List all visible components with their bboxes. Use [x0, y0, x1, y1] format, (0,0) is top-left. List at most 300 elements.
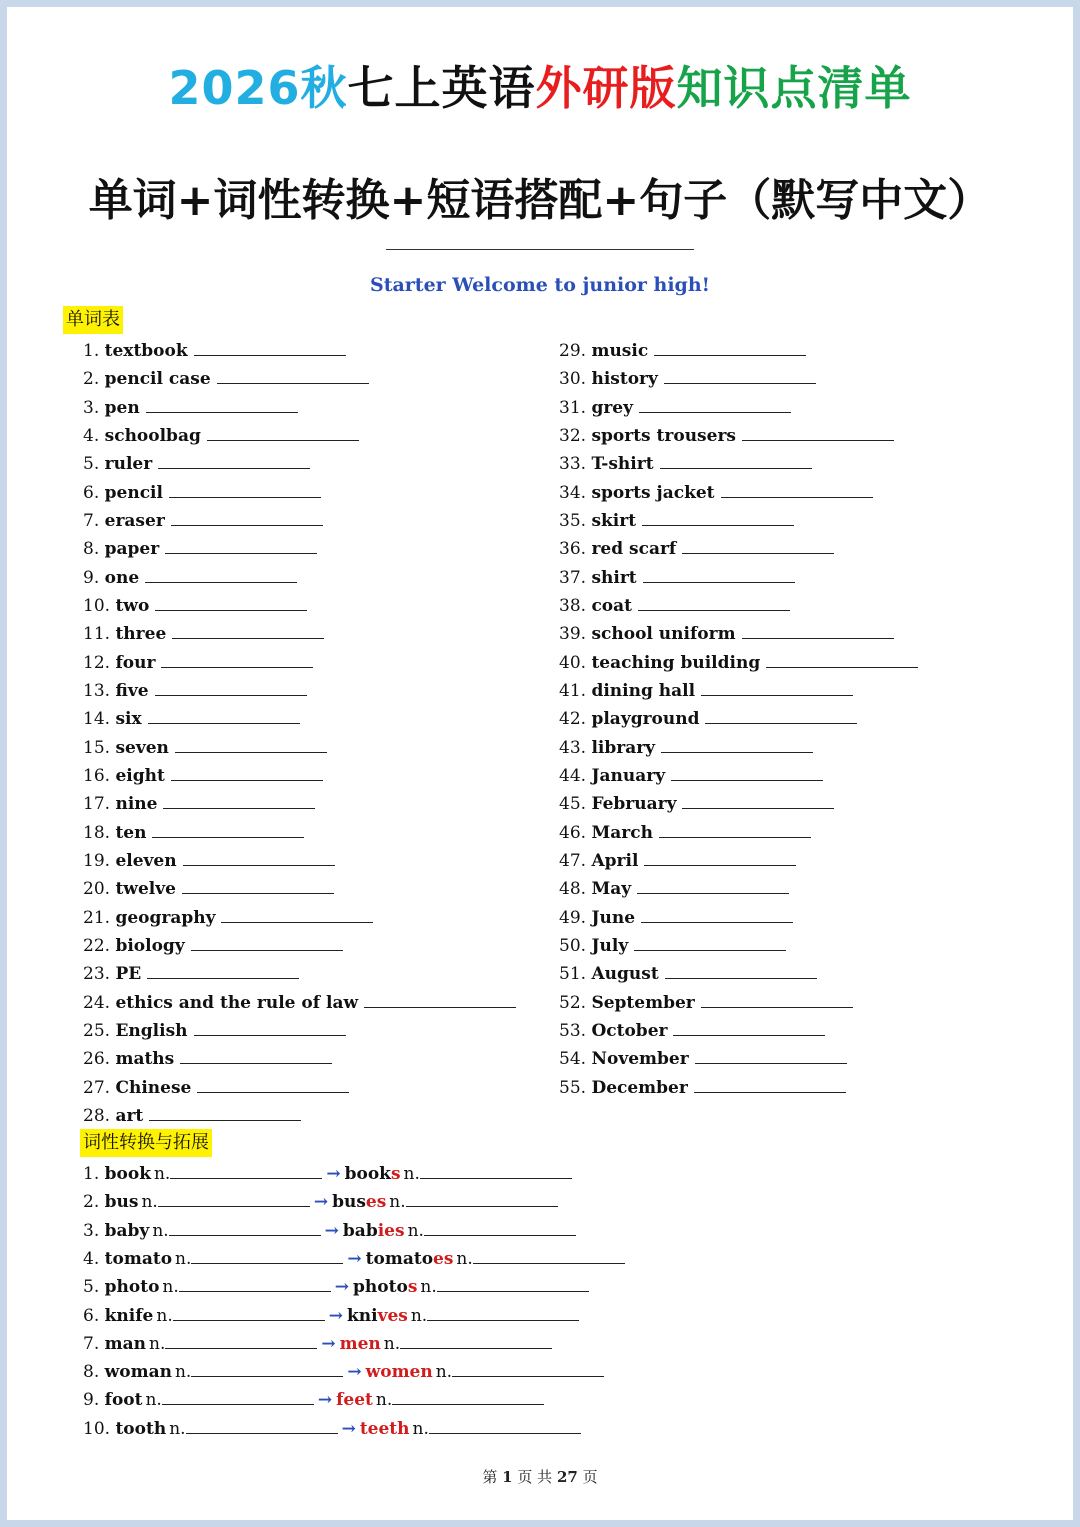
word-number: 26.	[83, 1049, 111, 1070]
word-text: man	[104, 1333, 147, 1354]
word-row	[559, 453, 812, 475]
word-row	[559, 878, 789, 900]
word-row	[83, 595, 307, 617]
word-row	[83, 368, 369, 390]
part-of-speech: n.	[389, 1192, 406, 1213]
word-row	[83, 737, 327, 759]
plural-word	[360, 1419, 410, 1439]
part-of-speech: n.	[175, 1248, 192, 1269]
word-row	[559, 850, 796, 872]
word-row	[559, 907, 793, 929]
word-number: 4.	[83, 425, 100, 446]
word-number: 28.	[83, 1105, 111, 1126]
part-of-speech: n.	[403, 1164, 420, 1184]
word-row	[83, 538, 317, 560]
answer-blank	[639, 398, 791, 413]
word-text: pen	[104, 397, 140, 418]
word-row	[83, 708, 300, 730]
document-subtitle: 单词+词性转换+短语搭配+句子（默写中文）	[88, 175, 992, 226]
part-of-speech: n.	[169, 1418, 186, 1439]
answer-blank	[766, 653, 918, 668]
word-number: 8.	[83, 539, 100, 560]
answer-blank	[643, 568, 795, 583]
conversion-row	[83, 1191, 558, 1213]
word-text: October	[591, 1020, 668, 1041]
word-number: 22.	[83, 935, 111, 956]
word-row	[559, 652, 918, 674]
word-number: 18.	[83, 822, 111, 843]
word-text: Chinese	[115, 1077, 192, 1098]
arrow-icon: →	[324, 1220, 339, 1241]
answer-blank	[671, 766, 823, 781]
document-title	[0, 52, 1080, 118]
answer-blank	[170, 1164, 322, 1179]
word-text: seven	[115, 737, 169, 758]
word-number: 1.	[83, 1164, 100, 1184]
word-number: 5.	[83, 1277, 100, 1298]
answer-blank	[392, 1390, 544, 1405]
word-text: dining hall	[591, 680, 696, 701]
word-row	[83, 453, 310, 475]
footer-suffix: 页	[582, 1468, 598, 1486]
word-text: PE	[115, 964, 142, 985]
plural-word	[343, 1221, 405, 1241]
answer-blank	[664, 369, 816, 384]
arrow-icon: →	[313, 1192, 329, 1213]
word-number: 52.	[559, 992, 587, 1013]
answer-blank	[169, 1221, 321, 1236]
word-row	[559, 793, 834, 815]
word-number: 50.	[559, 935, 587, 956]
answer-blank	[695, 1049, 847, 1064]
word-number: 17.	[83, 794, 111, 815]
word-row	[559, 992, 853, 1014]
answer-blank	[742, 426, 894, 441]
part-of-speech: n.	[420, 1277, 437, 1298]
plural-ending-highlight: ies	[377, 1220, 405, 1241]
plural-ending-highlight: feet	[336, 1390, 373, 1411]
word-text: sports trousers	[591, 425, 736, 446]
answer-blank	[661, 738, 813, 753]
word-text: November	[591, 1049, 689, 1070]
word-text: book	[104, 1164, 151, 1184]
answer-blank	[152, 823, 304, 838]
part-of-speech: n.	[456, 1248, 473, 1269]
answer-blank	[452, 1362, 604, 1377]
word-number: 21.	[83, 907, 111, 928]
answer-blank	[182, 879, 334, 894]
answer-blank	[701, 993, 853, 1008]
answer-blank	[694, 1078, 846, 1093]
answer-blank	[682, 794, 834, 809]
word-row	[559, 397, 791, 419]
arrow-icon: →	[341, 1418, 356, 1439]
word-text: June	[591, 907, 636, 928]
answer-blank	[207, 426, 359, 441]
word-text: ethics and the rule of law	[115, 992, 359, 1013]
part-of-speech: n.	[149, 1333, 166, 1354]
answer-blank	[429, 1419, 581, 1434]
word-number: 33.	[559, 454, 587, 475]
word-text: baby	[104, 1220, 150, 1241]
answer-blank	[644, 851, 796, 866]
answer-blank	[473, 1249, 625, 1264]
plural-stem: bab	[342, 1220, 378, 1241]
word-row	[83, 1020, 346, 1042]
word-number: 49.	[559, 907, 587, 928]
word-row	[559, 538, 834, 560]
conversion-row	[83, 1333, 552, 1355]
word-text: foot	[104, 1390, 143, 1411]
word-number: 5.	[83, 454, 100, 475]
word-row	[559, 567, 795, 589]
word-text: school uniform	[591, 624, 736, 645]
word-number: 7.	[83, 1333, 100, 1354]
part-of-speech: n.	[141, 1192, 158, 1213]
word-text: paper	[104, 539, 160, 560]
word-text: T-shirt	[591, 454, 654, 475]
word-row	[83, 652, 313, 674]
word-row	[83, 425, 359, 447]
word-number: 2.	[83, 1192, 100, 1213]
arrow-icon: →	[326, 1164, 341, 1184]
answer-blank	[179, 1277, 331, 1292]
word-row	[83, 935, 343, 957]
answer-blank	[427, 1306, 579, 1321]
word-number: 4.	[83, 1248, 100, 1269]
answer-blank	[165, 1334, 317, 1349]
word-text: April	[591, 850, 639, 871]
word-text: January	[591, 765, 666, 786]
word-number: 16.	[83, 765, 111, 786]
answer-blank	[147, 964, 299, 979]
answer-blank	[641, 908, 793, 923]
word-row	[559, 1077, 846, 1099]
word-number: 43.	[559, 737, 587, 758]
plural-stem: kni	[346, 1305, 378, 1326]
answer-blank	[701, 681, 853, 696]
plural-stem: tomato	[365, 1248, 434, 1269]
word-number: 24.	[83, 992, 111, 1013]
word-number: 6.	[83, 1305, 100, 1326]
word-row	[559, 1020, 825, 1042]
answer-blank	[742, 624, 894, 639]
word-text: eraser	[104, 510, 165, 531]
word-text: skirt	[591, 510, 637, 531]
part-of-speech: n.	[153, 1164, 171, 1184]
word-text: library	[591, 737, 656, 758]
word-number: 55.	[559, 1077, 587, 1098]
answer-blank	[191, 1362, 343, 1377]
word-text: teaching building	[591, 652, 761, 673]
plural-ending-highlight: women	[365, 1362, 433, 1383]
title-checklist: 知识点清单	[676, 61, 912, 115]
answer-blank	[642, 511, 794, 526]
word-number: 25.	[83, 1020, 111, 1041]
word-number: 51.	[559, 964, 587, 985]
answer-blank	[197, 1078, 349, 1093]
answer-blank	[660, 454, 812, 469]
word-row	[83, 680, 307, 702]
word-text: twelve	[115, 879, 176, 900]
answer-blank	[171, 766, 323, 781]
word-text: schoolbag	[104, 425, 201, 446]
title-edition: 外研版	[535, 61, 677, 115]
word-text: history	[591, 369, 658, 390]
answer-blank	[149, 1106, 301, 1121]
conversion-row	[83, 1389, 544, 1411]
word-row	[559, 425, 894, 447]
word-row	[83, 482, 321, 504]
word-text: knife	[104, 1305, 154, 1326]
answer-blank	[217, 369, 369, 384]
word-number: 47.	[559, 850, 587, 871]
word-number: 42.	[559, 709, 587, 730]
part-of-speech: n.	[412, 1418, 429, 1439]
word-number: 10.	[83, 595, 111, 616]
footer-middle: 页 共	[517, 1468, 553, 1486]
word-number: 2.	[83, 369, 100, 390]
word-number: 19.	[83, 850, 111, 871]
plural-word	[345, 1164, 401, 1184]
word-text: eight	[115, 765, 165, 786]
answer-blank	[158, 1192, 310, 1207]
word-row	[559, 708, 857, 730]
footer-page-number: 1	[502, 1468, 513, 1486]
plural-word	[340, 1334, 381, 1354]
word-row	[83, 793, 315, 815]
word-number: 36.	[559, 539, 587, 560]
answer-blank	[194, 341, 346, 356]
answer-blank	[364, 993, 516, 1008]
plural-word	[336, 1390, 373, 1410]
word-number: 9.	[83, 567, 100, 588]
word-row	[559, 822, 811, 844]
section-label-words: 单词表	[63, 306, 123, 334]
word-number: 14.	[83, 709, 111, 730]
plural-ending-highlight: s	[407, 1277, 418, 1298]
title-divider	[386, 249, 694, 250]
word-text: English	[115, 1020, 188, 1041]
part-of-speech: n.	[156, 1305, 173, 1326]
answer-blank	[191, 1249, 343, 1264]
word-text: two	[115, 595, 150, 616]
word-number: 3.	[83, 397, 100, 418]
answer-blank	[183, 851, 335, 866]
answer-blank	[400, 1334, 552, 1349]
word-text: five	[115, 680, 149, 701]
word-text: pencil	[104, 482, 163, 503]
answer-blank	[221, 908, 373, 923]
word-text: geography	[115, 907, 216, 928]
word-text: ten	[115, 822, 147, 843]
word-number: 1.	[83, 341, 100, 361]
word-number: 41.	[559, 680, 587, 701]
answer-blank	[424, 1221, 576, 1236]
plural-ending-highlight: es	[365, 1192, 387, 1213]
word-row	[83, 340, 346, 362]
answer-blank	[169, 483, 321, 498]
page-footer	[0, 1466, 1080, 1487]
word-number: 54.	[559, 1049, 587, 1070]
conversion-row	[83, 1418, 581, 1440]
word-text: photo	[104, 1277, 160, 1298]
word-number: 30.	[559, 369, 587, 390]
word-row	[83, 623, 324, 645]
word-text: sports jacket	[591, 482, 715, 503]
word-text: pencil case	[104, 369, 211, 390]
answer-blank	[634, 936, 786, 951]
word-row	[559, 765, 823, 787]
answer-blank	[173, 1306, 325, 1321]
part-of-speech: n.	[383, 1333, 401, 1354]
word-text: tooth	[115, 1418, 167, 1439]
word-text: tomato	[104, 1248, 173, 1269]
word-number: 11.	[83, 624, 111, 645]
answer-blank	[165, 539, 317, 554]
word-text: textbook	[104, 341, 188, 361]
word-number: 40.	[559, 652, 587, 673]
word-text: February	[591, 794, 677, 815]
word-number: 46.	[559, 822, 587, 843]
word-text: March	[591, 822, 653, 843]
word-text: biology	[115, 935, 185, 956]
word-text: May	[591, 879, 632, 900]
word-number: 44.	[559, 765, 587, 786]
word-number: 53.	[559, 1020, 587, 1041]
footer-prefix: 第	[482, 1468, 498, 1486]
word-text: nine	[115, 794, 158, 815]
part-of-speech: n.	[152, 1220, 169, 1241]
word-number: 38.	[559, 595, 587, 616]
word-text: maths	[115, 1049, 175, 1070]
answer-blank	[162, 1390, 314, 1405]
word-number: 8.	[83, 1362, 100, 1383]
part-of-speech: n.	[145, 1390, 162, 1411]
plural-stem: book	[344, 1164, 391, 1184]
word-text: ruler	[104, 454, 153, 475]
word-number: 32.	[559, 425, 587, 446]
plural-word	[347, 1306, 408, 1326]
word-row	[83, 1048, 332, 1070]
word-row	[83, 765, 323, 787]
word-text: shirt	[591, 567, 637, 588]
word-text: one	[104, 567, 140, 588]
word-row	[83, 822, 304, 844]
footer-total-pages: 27	[556, 1468, 578, 1486]
answer-blank	[171, 511, 323, 526]
word-row	[559, 680, 853, 702]
answer-blank	[186, 1419, 338, 1434]
answer-blank	[705, 709, 857, 724]
word-number: 35.	[559, 510, 587, 531]
answer-blank	[163, 794, 315, 809]
answer-blank	[194, 1021, 346, 1036]
word-row	[559, 935, 786, 957]
word-number: 20.	[83, 879, 111, 900]
word-row	[559, 482, 873, 504]
answer-blank	[148, 709, 300, 724]
word-text: September	[591, 992, 695, 1013]
arrow-icon: →	[317, 1390, 333, 1411]
answer-blank	[155, 596, 307, 611]
word-number: 29.	[559, 341, 587, 361]
word-number: 45.	[559, 794, 587, 815]
arrow-icon: →	[334, 1277, 350, 1298]
plural-word	[353, 1277, 417, 1297]
word-number: 15.	[83, 737, 111, 758]
part-of-speech: n.	[410, 1305, 428, 1326]
word-row	[83, 963, 299, 985]
plural-stem: photo	[353, 1277, 408, 1298]
part-of-speech: n.	[174, 1362, 192, 1383]
conversion-row	[83, 1361, 604, 1383]
part-of-speech: n.	[162, 1277, 179, 1298]
answer-blank	[638, 596, 790, 611]
answer-blank	[191, 936, 343, 951]
word-row	[83, 992, 516, 1014]
word-number: 27.	[83, 1077, 111, 1098]
word-row	[83, 1077, 349, 1099]
word-number: 48.	[559, 879, 587, 900]
word-row	[83, 878, 334, 900]
answer-blank	[721, 483, 873, 498]
word-row	[83, 397, 298, 419]
word-number: 39.	[559, 624, 587, 645]
plural-ending-highlight: es	[433, 1248, 454, 1269]
word-row	[559, 368, 816, 390]
word-number: 10.	[83, 1418, 111, 1439]
conversion-row	[83, 1248, 625, 1270]
unit-title: Starter Welcome to junior high!	[369, 274, 710, 296]
answer-blank	[158, 454, 310, 469]
conversion-row	[83, 1220, 576, 1242]
word-number: 7.	[83, 510, 100, 531]
plural-ending-highlight: ves	[377, 1305, 408, 1326]
word-text: July	[591, 935, 629, 956]
word-number: 13.	[83, 680, 111, 701]
word-text: art	[115, 1105, 144, 1126]
answer-blank	[155, 681, 307, 696]
word-text: bus	[104, 1192, 139, 1213]
word-row	[83, 850, 335, 872]
plural-word	[366, 1362, 433, 1382]
part-of-speech: n.	[407, 1220, 424, 1241]
answer-blank	[665, 964, 817, 979]
plural-stem: bus	[332, 1192, 366, 1213]
word-text: August	[591, 964, 659, 985]
answer-blank	[146, 398, 298, 413]
word-text: woman	[104, 1362, 172, 1383]
word-number: 12.	[83, 652, 111, 673]
word-text: six	[115, 709, 142, 730]
plural-ending-highlight: teeth	[359, 1418, 410, 1439]
plural-ending-highlight: men	[339, 1333, 381, 1354]
plural-word	[366, 1249, 454, 1269]
word-row	[559, 737, 813, 759]
word-text: eleven	[115, 850, 177, 871]
word-number: 23.	[83, 964, 111, 985]
answer-blank	[654, 341, 806, 356]
arrow-icon: →	[347, 1362, 362, 1383]
word-text: December	[591, 1077, 688, 1098]
word-number: 6.	[83, 482, 100, 503]
word-row	[559, 340, 806, 362]
word-row	[83, 1105, 301, 1127]
word-row	[559, 510, 794, 532]
answer-blank	[145, 568, 297, 583]
answer-blank	[682, 539, 834, 554]
